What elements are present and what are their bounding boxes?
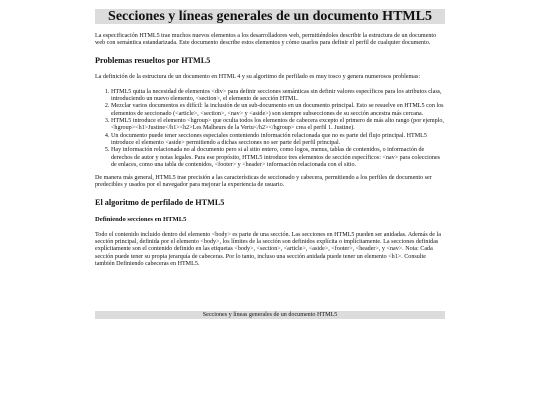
problems-closing-paragraph: De manera más general, HTML5 trae precisión a las características de seccionado y cabecera, permitiendo a los perfiles de documento ser predecibles y usados por el navegador para mejorar la experiencia de usuario.: [95, 175, 432, 189]
list-item: 3. HTML5 introduce el elemento <hgroup> que oculta todos los elementos de cabecera excepto el primero de más alto rango (por ejemplo, <hgroup><h1>Justine</h1><h2>Les Malheurs de la Vertu</h2></hgroup> crea el perfil 1. Justine).: [111, 118, 445, 133]
section-heading-problems: Problemas resueltos por HTML5: [95, 55, 211, 65]
problems-lead-paragraph: La definición de la estructura de un documento en HTML 4 y su algoritmo de perfilado es muy tosco y genera numerosos problemas:: [95, 73, 421, 80]
footer-bar: Secciones y líneas generales de un documento HTML5: [95, 311, 445, 319]
title-bar: [95, 9, 445, 24]
problems-list: [95, 89, 445, 169]
page-title: Secciones y líneas generales de un documento HTML5: [108, 9, 432, 24]
intro-paragraph: La especificación HTML5 trae muchos nuevos elementos a los desarrolladores web, permitiéndoles describir la estructura de un documento web con semántica estandarizada. Este documento describe estos elementos y cómo usarlos para definir el perfil de cualquier documento.: [95, 33, 437, 47]
list-item: 5. Hay información relacionada no al documento pero si al sitio entero, como logos, menus, tablas de contenidos, o información de derechos de autor y notas legales. Para ese propósito, HTML5 introduce tres elementos de sección específicos: <nav> para colecciones de enlaces, como una tabla de contenidos, <footer> y <header> información relacionada con el sitio.: [111, 147, 445, 169]
list-item: 4. Un documento puede tener secciones especiales conteniendo información relacionada que no es parte del flujo principal. HTML5 introduce el elemento <aside> permitiendo a dichas secciones no ser parte del perfil principal.: [111, 133, 445, 148]
document-content: [95, 33, 445, 276]
list-item: 2. Mezclar varios documentos es difícil: la inclusión de un sub-documento en un documento principal. Esto se resuelve en HTML5 con los elementos de seccionado (<article>, <section>, <nav> y <aside>) son siempre subsecciones de su sección ancestra más cercana.: [111, 103, 445, 118]
section-heading-algorithm: El algoritmo de perfilado de HTML5: [95, 197, 225, 207]
subsection-heading-defining-sections: Definiendo secciones en HTML5: [95, 215, 187, 223]
list-item: 1. HTML5 quita la necesidad de elementos <div> para definir secciones semánticas sin definir valores específicos para los atributos class, introduciendo un nuevo elemento, <section>, el elemento de sección HTML.: [111, 89, 445, 104]
defining-sections-paragraph: Todo el contenido incluido dentro del elemento <body> es parte de una sección. Las secciones en HTML5 pueden ser anidadas. Además de la sección principal, definida por el elemento <body>, los límites de la sección son definidos explícita o implícitamente. La secciones definidas explícitamente son el contenido definido en las etiquetas <body>, <section>, <article>, <aside>, <footer>, <header>, y <nav>. Nota: Cada sección puede tener su propia jerarquía de cabeceras. Por lo tanto, incluso una sección anidada puede tener un elemento <h1>. Consulte también Definiendo cabeceras en HTML5.: [95, 231, 441, 267]
